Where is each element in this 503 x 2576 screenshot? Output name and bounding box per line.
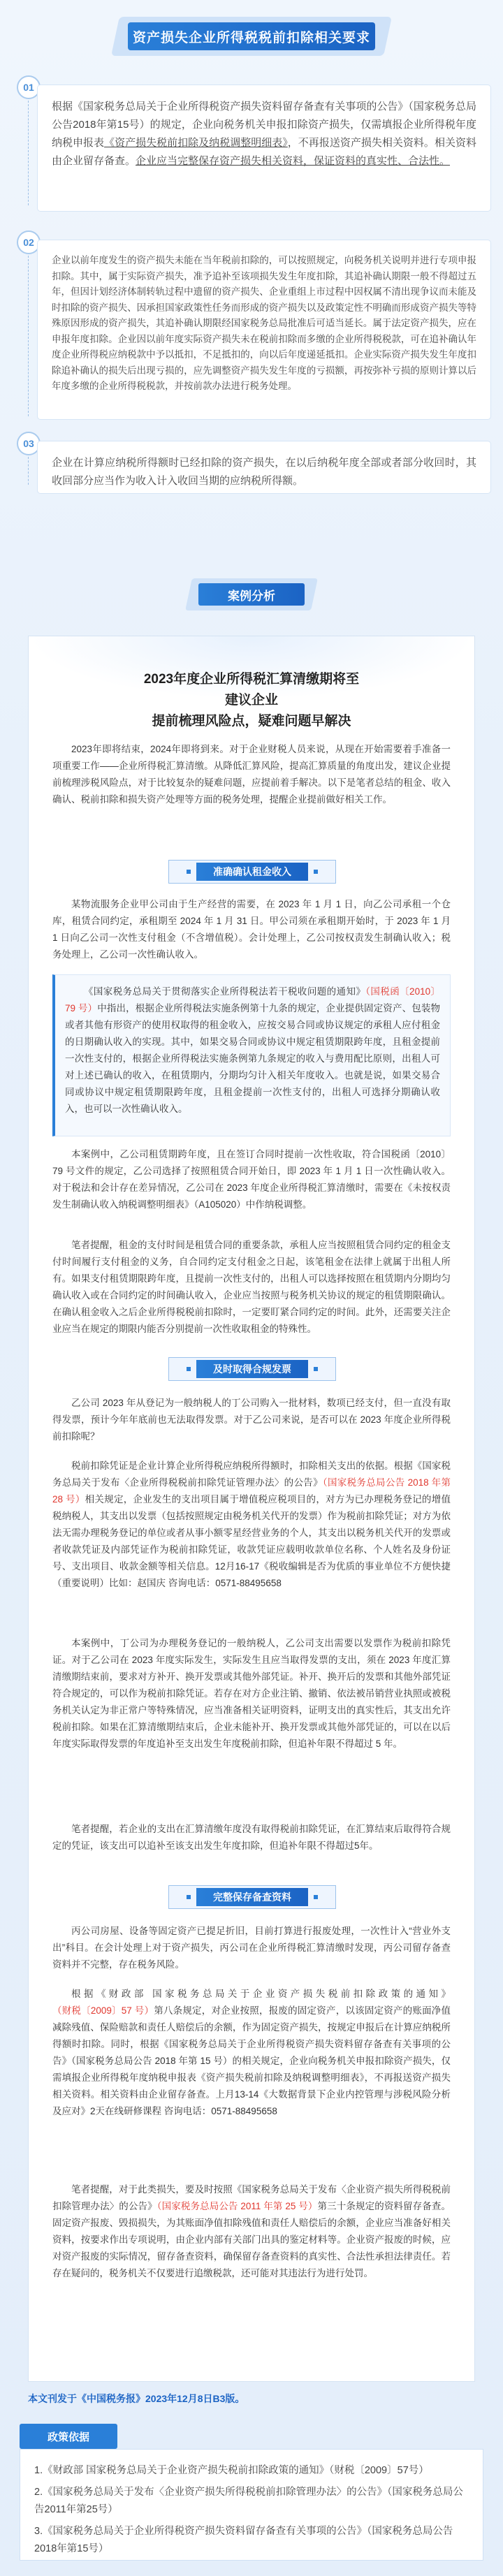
section-03	[13, 432, 490, 557]
subheading-rent-income: 准确确认租金收入	[168, 860, 336, 884]
article-paragraph: 本案例中，乙公司租赁期跨年度，且在签订合同时提前一次性收取，符合国税函〔2010〕79 号文件的规定，乙公司选择了按照租赁合同开始日，即 2023 年 1 月 1 日一次性确认收入。对于税法和会计存在差异情况，乙公司在 2023 年度企业所得税汇算清缴时，需要在《未按权责发生制确认收入纳税调整明细表》（A105020）中作纳税调整。	[52, 1149, 451, 1210]
case-analysis-tag: 案例分析	[189, 578, 314, 610]
policy-basis-list	[20, 2449, 483, 2561]
policy-item: 2.《国家税务总局关于发布〈企业资产损失所得税税前扣除管理办法〉的公告》（国家税务总局公告2011年第25号）	[34, 2487, 463, 2515]
page-title: 资产损失企业所得税税前扣除相关要求	[132, 30, 370, 45]
section-02	[13, 230, 490, 419]
article-paragraph: 某物流服务企业甲公司由于生产经营的需要，在 2023 年 1 月 1 日，向乙公司承租一个仓库，租赁合同约定，承租期至 2024 年 1 月 31 日。甲公司须在承租期开始时，于 2023 年 1 月 1 日向乙公司一次性支付租金（不含增值税）。会计处理上，乙公司按权责发生制确认收入；税务处理上，乙公司一次性确认收入。	[52, 899, 451, 960]
article-paragraph: 笔者提醒，租金的支付时间是租赁合同的重要条款，承租人应当按照租赁合同约定的租金支付时间履行支付租金的义务，自合同约定支付租金之日起，该笔租金在法律上就属于出租人所有。如果支付租赁期限跨年度，且提前一次性支付的，出租人可以选择按照在租赁期内分期均匀确认收入或在合同约定的时间确认收入，企业应当按照与税务机关协议的规定的租赁期限确认。在确认租金收入之后企业所得税税前扣除时，一定要盯紧合同约定的时间。此外，还需要关注企业应当在规定的期限内能否分别提前一次性收取租金的特殊性。	[52, 1240, 451, 1334]
section-text: 企业在计算应纳税所得额时已经扣除的资产损失，在以后纳税年度全部或者部分收回时，其收回部分应当作为收入计入收回当期的应纳税所得额。	[38, 441, 490, 493]
section-number: 02	[17, 230, 41, 254]
section-text: 企业以前年度发生的资产损失未能在当年税前扣除的，可以按照规定，向税务机关说明并进行专项申报扣除。其中，属于实际资产损失，准予追补至该项损失发生年度扣除，其追补确认期限一般不得超过五年，但因计划经济体制转轨过程中遗留的资产损失、企业重组上市过程中因权属不清出现争议而未能及时扣除的资产损失、因承担国家政策性任务而形成的资产损失以及政策定性不明确而形成资产损失等特殊原因形成的资产损失，其追补确认期限经国家税务总局批准后可适当延长。属于法定资产损失，应在申报年度扣除。企业因以前年度实际资产损失未在税前扣除而多缴的企业所得税税款，可在追补确认年度企业所得税应纳税款中予以抵扣，不足抵扣的，向以后年度递延抵扣。企业实际资产损失发生年度扣除追补确认的损失后出现亏损的，应先调整资产损失发生年度的亏损额，再按弥补亏损的原则计算以后年度多缴的企业所得税税款，并按前款办法进行税务处理。	[38, 240, 490, 419]
article-card	[28, 636, 475, 2382]
article-title-line-1: 2023年度企业所得税汇算清缴期将至	[143, 672, 360, 687]
subheading-archive: 完整保存备查资料	[168, 1885, 336, 1909]
policy-item: 1.《财政部 国家税务总局关于企业资产损失税前扣除政策的通知》（财税〔2009〕57号）	[34, 2465, 429, 2476]
header-banner	[115, 17, 388, 56]
article-paragraph: 根据《财政部 国家税务总局关于企业资产损失税前扣除政策的通知》（财税〔2009〕57 号）第八条规定，对企业按照，报废的固定资产，以该固定资产的账面净值减除残值、保险赔款和责任人赔偿后的余额，作为固定资产损失，按规定申报后在计算应纳税所得额时扣除。同时，根据《国家税务总局关于企业所得税资产损失资料留存备查有关事项的公告》（国家税务总局公告 2018 年第 15 号）的相关规定，企业向税务机关申报扣除资产损失，仅需填报企业所得税年度纳税申报表《资产损失税前扣除及纳税调整明细表》，不再报送资产损失相关资料。相关资料由企业留存备查。上月13-14《大数据背景下企业内控管理与涉税风险分析及应对》2天在线研修课程 咨询电话：0571-88495658	[52, 1989, 451, 2116]
article-paragraph: 丙公司房屋、设备等固定资产已提足折旧，目前打算进行报废处理，一次性计入“营业外支出”科目。在会计处理上对于资产损失，丙公司在企业所得税汇算清缴时发现，丙公司留存备查资料并不完整，存在税务风险。	[52, 1926, 451, 1970]
policy-basis-tag: 政策依据	[20, 2424, 117, 2449]
section-text: 根据《国家税务总局关于企业所得税资产损失资料留存备查有关事项的公告》（国家税务总局公告2018年第15号）的规定，企业向税务机关申报扣除资产损失，仅需填报企业所得税年度纳税申报表《资产损失税前扣除及纳税调整明细表》，不再报送资产损失相关资料。相关资料由企业留存备查。企业应当完整保存资产损失相关资料，保证资料的真实性、合法性。	[38, 85, 490, 211]
policy-quote: 《国家税务总局关于贯彻落实企业所得税法若干税收问题的通知》（国税函〔2010〕79 号）中指出，根据企业所得税法实施条例第十九条的规定，企业提供固定资产、包装物或者其他有形资产的使用权取得的租金收入，应按交易合同或协议规定的承租人应付租金的日期确认收入的实现。其中，如果交易合同或协议中规定租赁期限跨年度，且租金提前一次性支付的，根据企业所得税法实施条例第九条规定的收入与费用配比原则，出租人可对上述已确认的收入，在租赁期内，分期均匀计入相关年度收入。也就是说，如果交易合同或协议中规定租赁期限跨年度，且租金提前一次性支付的，出租人可选择分期确认收入，也可以一次性确认收入。	[52, 974, 451, 1136]
section-01	[13, 75, 490, 215]
article-intro: 2023年即将结束，2024年即将到来。对于企业财税人员来说，从现在开始需要着手准备一项重要工作——企业所得税汇算清缴。从降低汇算风险，提高汇算质量的角度出发，建议企业提前梳理涉税风险点，对于比较复杂的疑难问题，应提前着手解决。以下是笔者总结的租金、收入确认、税前扣除和损失资产处理等方面的税务处理，提醒企业提前做好相关工作。	[52, 744, 451, 805]
article-paragraph: 本案例中，丁公司为办理税务登记的一般纳税人，乙公司支出需要以发票作为税前扣除凭证。对于乙公司在 2023 年度实际发生，实际发生且应当取得发票的支出，须在 2023 年度汇算清缴期结束前，要求对方补开、换开发票或其他外部凭证。补开、换开后的发票和其他外部凭证符合规定的，可以作为税前扣除凭证。若存在对方企业注销、撤销、依法被吊销营业执照或被税务机关认定为非正常户等特殊情况，应当准备相关证明资料，证明支出的真实性后，其支出允许税前扣除。如果在汇算清缴期结束后，企业未能补开、换开发票或其他外部凭证的，可以在以后年度实际取得发票的年度追补至支出发生年度税前扣除，但追补年限不得超过 5 年。	[52, 1638, 451, 1749]
article-paragraph: 税前扣除凭证是企业计算企业所得税应纳税所得额时，扣除相关支出的依据。根据《国家税务总局关于发布〈企业所得税税前扣除凭证管理办法〉的公告》（国家税务总局公告 2018 年第 28 号）相关规定，企业发生的支出项目属于增值税应税项目的，对方为已办理税务登记的增值税纳税人，其支出以发票（包括按照规定由税务机关代开的发票）作为税前扣除凭证；对方为依法无需办理税务登记的单位或者从事小额零星经营业务的个人，其支出以税务机关代开的发票或者收款凭证及内部凭证作为税前扣除凭证，收款凭证应载明收款单位名称、个人姓名及身份证号、支出项目、收款金额等相关信息。12月16-17《税收编辑是否为优质的事业单位不方便快捷（重要说明）比如：赵国庆 咨询电话：0571-88495658	[52, 1461, 451, 1588]
article-paragraph: 笔者提醒，对于此类损失，要及时按照《国家税务总局关于发布〈企业资产损失所得税税前扣除管理办法〉的公告》（国家税务总局公告 2011 年第 25 号）第三十条规定的资料留存备查。固定资产报废、毁损损失，为其账面净值扣除残值和责任人赔偿后的余额，企业应当准备好相关资料，按要求作出专项说明，由企业内部有关部门出具的鉴定材料等。企业资产报废的时候，应对资产报废的实际情况，留存备查资料，确保留存备查资料的真实性、合法性承担法律责任。若存在疑问的，税务机关不仅要进行追缴税款，还可能对其违法行为进行处罚。	[52, 2184, 451, 2278]
policy-item: 3.《国家税务总局关于企业所得税资产损失资料留存备查有关事项的公告》（国家税务总局公告2018年第15号）	[34, 2526, 453, 2554]
section-number: 01	[17, 75, 41, 99]
section-number: 03	[17, 432, 41, 455]
article-paragraph: 笔者提醒，若企业的支出在汇算清缴年度没有取得税前扣除凭证，在汇算结束后取得符合规定的凭证，该支出可以追补至该支出发生年度扣除，但追补年限不得超过5年。	[52, 1824, 451, 1851]
article-title-line-2: 建议企业	[224, 693, 278, 708]
article-title-line-3: 提前梳理风险点，疑难问题早解决	[152, 714, 351, 729]
article-paragraph: 乙公司 2023 年从登记为一般纳税人的丁公司购入一批材料，数项已经支付，但一直没有取得发票，预计今年年底前也无法取得发票。对于乙公司来说，是否可以在 2023 年度企业所得税前扣除呢？	[52, 1398, 451, 1442]
subheading-invoice: 及时取得合规发票	[168, 1357, 336, 1381]
article-source: 本文刊发于《中国税务报》2023年12月8日B3版。	[28, 2393, 245, 2404]
